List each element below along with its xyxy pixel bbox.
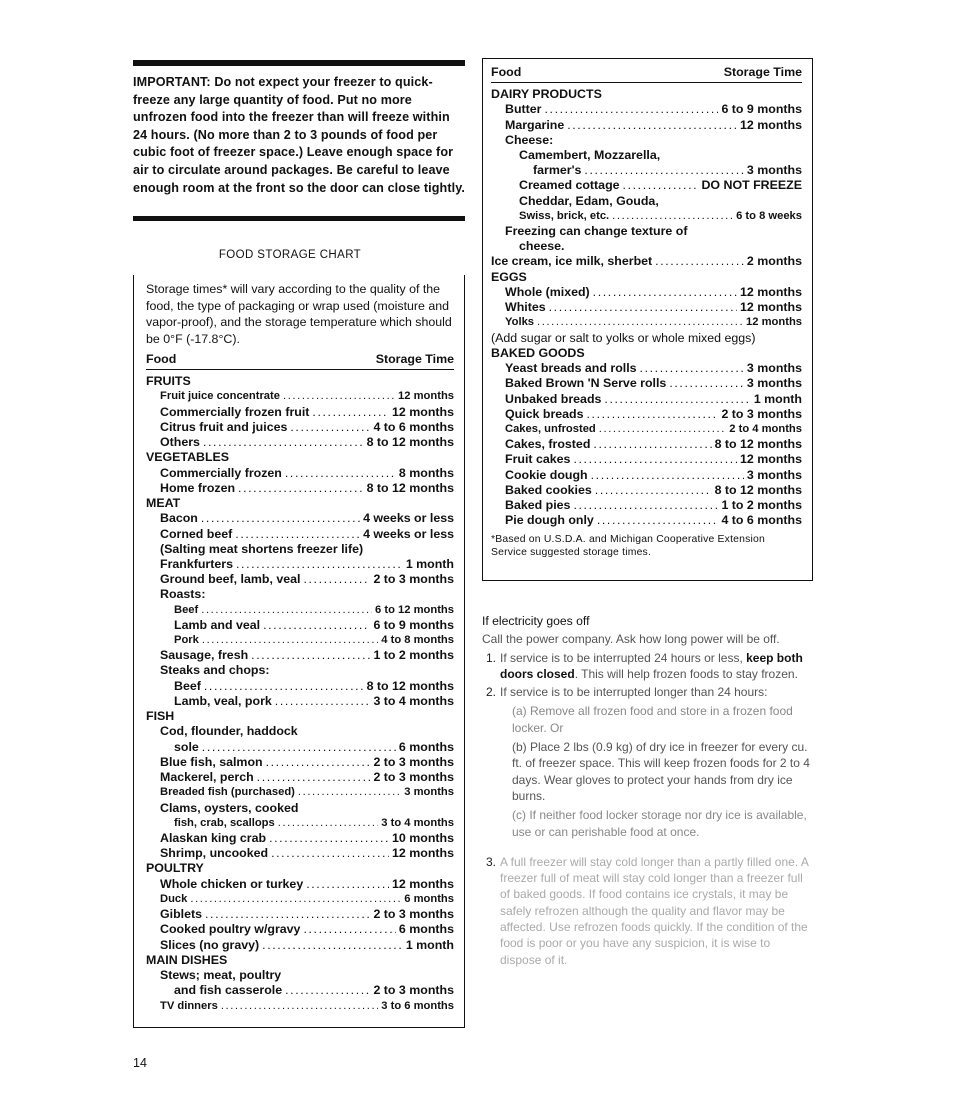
storage-time: 3 months — [746, 163, 802, 178]
dot-leader — [623, 178, 699, 193]
storage-time: 12 months — [392, 404, 454, 419]
food-subheading: Cheese: — [505, 132, 554, 147]
food-row — [491, 513, 802, 528]
dot-leader — [612, 209, 733, 224]
dot-leader — [584, 163, 744, 178]
section-title: EGGS — [491, 269, 527, 284]
food-row — [146, 770, 454, 785]
storage-time: 8 months — [398, 465, 454, 480]
food-subheading: Steaks and chops: — [160, 663, 270, 678]
food-row — [146, 694, 454, 709]
food-name: Margarine — [505, 117, 565, 132]
electricity-item-1 — [482, 650, 813, 683]
section-title: BAKED GOODS — [491, 345, 585, 360]
right-food-list — [491, 87, 802, 529]
dot-leader — [303, 922, 395, 937]
food-row — [146, 679, 454, 694]
food-name: and fish casserole — [174, 983, 283, 998]
dot-leader — [221, 999, 378, 1014]
food-name: Slices (no gravy) — [160, 937, 260, 952]
section-title: FISH — [146, 709, 175, 724]
food-name: Swiss, brick, etc. — [519, 209, 610, 222]
dot-leader — [298, 785, 401, 800]
food-name: Unbaked breads — [505, 391, 602, 406]
storage-time: 6 months — [404, 892, 454, 905]
food-row — [146, 907, 454, 922]
food-name: Yolks — [505, 316, 535, 329]
storage-time: 3 to 6 months — [381, 999, 454, 1012]
storage-time: 2 to 3 months — [373, 983, 454, 998]
section-title: MAIN DISHES — [146, 952, 228, 967]
storage-time: 2 months — [746, 254, 802, 269]
dot-leader — [595, 483, 712, 498]
header-time: Storage Time — [723, 65, 802, 79]
food-name: Quick breads — [505, 406, 584, 421]
storage-time: 4 to 6 months — [373, 419, 454, 434]
food-name: fish, crab, scallops — [174, 816, 275, 829]
dot-leader — [285, 466, 396, 481]
food-row — [491, 361, 802, 376]
food-row — [146, 999, 454, 1014]
food-name: Beef — [174, 678, 201, 693]
important-notice: IMPORTANT: Do not expect your freezer to quick-freeze any large quantity of food. Put no more unfrozen food into the freezer than will freeze within 24 hours. (No more than 2 to 3 pounds of food per cubic foot of freezer space.) Leave enough space for air to circulate around packages. Be careful to leave enough room at the front so the door can close tightly. — [133, 75, 466, 195]
food-row — [146, 572, 454, 587]
dot-leader — [201, 603, 372, 618]
dot-leader — [285, 983, 370, 998]
food-name: Pie dough only — [505, 513, 594, 528]
food-name: Ground beef, lamb, veal — [160, 572, 301, 587]
dot-leader — [283, 389, 395, 404]
food-row — [146, 740, 454, 755]
storage-time: 8 to 12 months — [366, 435, 454, 450]
storage-time: 8 to 12 months — [714, 437, 802, 452]
food-name: Yeast breads and rolls — [505, 361, 637, 376]
dot-leader — [190, 892, 401, 907]
storage-time: 8 to 12 months — [366, 480, 454, 495]
storage-time: 4 to 6 months — [721, 513, 802, 528]
storage-time: 2 to 3 months — [373, 572, 454, 587]
storage-time: 12 months — [398, 390, 454, 403]
food-row — [491, 315, 802, 330]
food-name: Citrus fruit and juices — [160, 419, 288, 434]
food-name: Whole chicken or turkey — [160, 876, 304, 891]
dot-leader — [201, 511, 360, 526]
dot-leader — [204, 679, 364, 694]
food-row — [491, 163, 802, 178]
storage-time: 3 to 4 months — [373, 693, 454, 708]
storage-time: 4 weeks or less — [363, 511, 454, 526]
food-row — [146, 618, 454, 633]
food-row — [146, 389, 454, 404]
storage-time: 6 to 8 weeks — [736, 209, 802, 222]
dot-leader — [655, 254, 744, 269]
dot-leader — [573, 498, 718, 513]
food-name: Baked pies — [505, 498, 571, 513]
electricity-item-2 — [482, 684, 813, 700]
food-row — [491, 392, 802, 407]
dot-leader — [202, 740, 396, 755]
storage-time: 4 to 8 months — [381, 634, 454, 647]
chart-header-right — [491, 65, 802, 83]
storage-time: 1 to 2 months — [373, 648, 454, 663]
food-name: Duck — [160, 892, 188, 905]
electricity-intro: Call the power company. Ask how long power will be off. — [482, 632, 780, 647]
food-name: Lamb, veal, pork — [174, 693, 272, 708]
dot-leader — [205, 907, 370, 922]
dot-leader — [669, 376, 744, 391]
storage-time: 3 to 4 months — [381, 816, 454, 829]
food-name: Cakes, unfrosted — [505, 423, 596, 436]
food-row — [491, 468, 802, 483]
item1-text-bold: keep both doors closed — [500, 650, 803, 681]
food-row — [146, 648, 454, 663]
food-row — [146, 435, 454, 450]
dot-leader — [587, 407, 719, 422]
food-name: Cakes, frosted — [505, 437, 591, 452]
dot-leader — [203, 435, 364, 450]
food-row — [491, 254, 802, 269]
food-row — [146, 603, 454, 618]
food-row — [146, 527, 454, 542]
header-food: Food — [491, 65, 522, 79]
food-row — [146, 420, 454, 435]
food-row — [146, 511, 454, 526]
storage-time: 12 months — [740, 300, 802, 315]
storage-time: 12 months — [740, 117, 802, 132]
food-row — [146, 983, 454, 998]
food-name: Sausage, fresh — [160, 648, 249, 663]
food-row — [491, 118, 802, 133]
food-row — [491, 437, 802, 452]
section-title: POULTRY — [146, 861, 204, 876]
storage-time: 12 months — [392, 846, 454, 861]
food-subheading: Clams, oysters, cooked — [160, 800, 299, 815]
food-subheading: Cod, flounder, haddock — [160, 724, 298, 739]
storage-time: 1 month — [753, 391, 802, 406]
food-row — [491, 102, 802, 117]
food-row — [146, 922, 454, 937]
food-name: Fruit juice concentrate — [160, 390, 280, 403]
food-note: (Add sugar or salt to yolks or whole mixed eggs) — [491, 330, 756, 345]
dot-leader — [262, 938, 403, 953]
item1-text-post: . This will help frozen foods to stay frozen. — [574, 666, 798, 681]
chart-title: FOOD STORAGE CHART — [218, 249, 362, 261]
dot-leader — [544, 102, 718, 117]
storage-time: 4 weeks or less — [363, 526, 454, 541]
storage-time: 10 months — [392, 830, 454, 845]
storage-time: 12 months — [740, 285, 802, 300]
dot-leader — [269, 831, 389, 846]
left-food-list — [146, 374, 454, 1014]
food-name: Baked Brown 'N Serve rolls — [505, 376, 667, 391]
dot-leader — [238, 481, 364, 496]
food-subheading: Freezing can change texture of — [505, 224, 688, 239]
storage-time: 1 month — [405, 937, 454, 952]
storage-chart-right — [482, 58, 813, 581]
chart-intro: Storage times* will vary according to the quality of the food, the type of packaging or wrap used (moisture and vapor-proof), and the storage temperature which should be 0°F (-17.8°C). — [146, 282, 452, 346]
food-subheading: cheese. — [519, 239, 565, 254]
storage-time: 1 month — [405, 557, 454, 572]
storage-chart-left — [133, 275, 465, 1028]
electricity-section — [482, 613, 813, 968]
food-name: Fruit cakes — [505, 452, 571, 467]
food-row — [146, 877, 454, 892]
dot-leader — [303, 572, 370, 587]
food-subheading: Camembert, Mozzarella, — [519, 148, 661, 163]
food-name: Bacon — [160, 511, 198, 526]
storage-time: 6 months — [398, 922, 454, 937]
food-name: Mackerel, perch — [160, 770, 254, 785]
storage-time: 2 to 3 months — [721, 406, 802, 421]
section-title: VEGETABLES — [146, 450, 230, 465]
storage-time: 6 months — [398, 739, 454, 754]
dot-leader — [236, 557, 403, 572]
section-rule — [133, 216, 465, 221]
storage-time: DO NOT FREEZE — [701, 178, 802, 193]
dot-leader — [290, 420, 370, 435]
food-row — [491, 422, 802, 437]
dot-leader — [567, 118, 737, 133]
electricity-heading: If electricity goes off — [482, 614, 590, 628]
food-row — [491, 407, 802, 422]
food-subheading: Roasts: — [160, 587, 206, 602]
item3-text: A full freezer will stay cold longer than a partly filled one. A freezer full of meat will stay cold longer than a freezer full of baked goods. If food contains ice crystals, it may be safely refrozen although the quality and flavor may be affected. Use refrozen foods quickly. If the condition of the food is poor or you have any suspicion, it is wise to dispose of it. — [500, 854, 809, 967]
chart-header — [146, 352, 454, 370]
dot-leader — [549, 300, 737, 315]
storage-time: 1 to 2 months — [721, 498, 802, 513]
food-row — [491, 178, 802, 193]
food-name: Whole (mixed) — [505, 285, 590, 300]
storage-time: 12 months — [740, 452, 802, 467]
header-time: Storage Time — [375, 352, 454, 366]
dot-leader — [271, 846, 389, 861]
food-row — [491, 376, 802, 391]
food-row — [146, 831, 454, 846]
dot-leader — [278, 816, 379, 831]
page-number: 14 — [133, 1056, 147, 1070]
food-row — [146, 633, 454, 648]
item2-option-c: (c) If neither food locker storage nor dry ice is available, use or can perishable food at once. — [512, 808, 807, 839]
food-row — [146, 466, 454, 481]
footnote: *Based on U.S.D.A. and Michigan Cooperative Extension Service suggested storage times. — [491, 533, 765, 558]
electricity-item-3 — [482, 854, 813, 968]
item-number: 3. — [486, 854, 497, 869]
storage-time: 2 to 3 months — [373, 754, 454, 769]
food-row — [491, 483, 802, 498]
food-row — [146, 481, 454, 496]
food-name: Breaded fish (purchased) — [160, 786, 295, 799]
food-name: Frankfurters — [160, 557, 233, 572]
storage-time: 2 to 3 months — [373, 770, 454, 785]
section-title: DAIRY PRODUCTS — [491, 87, 602, 101]
dot-leader — [306, 877, 389, 892]
food-subheading: (Salting meat shortens freezer life) — [160, 541, 364, 556]
food-name: Baked cookies — [505, 482, 592, 497]
food-row — [146, 405, 454, 420]
storage-time: 2 to 3 months — [373, 907, 454, 922]
dot-leader — [251, 648, 370, 663]
food-name: Cookie dough — [505, 467, 588, 482]
food-name: Others — [160, 435, 200, 450]
storage-time: 3 months — [404, 786, 454, 799]
dot-leader — [593, 285, 737, 300]
food-row — [491, 285, 802, 300]
storage-time: 3 months — [746, 361, 802, 376]
storage-time: 8 to 12 months — [366, 678, 454, 693]
food-row — [146, 892, 454, 907]
storage-time: 2 to 4 months — [729, 423, 802, 436]
dot-leader — [593, 437, 711, 452]
storage-time: 6 to 9 months — [373, 617, 454, 632]
storage-time: 12 months — [392, 876, 454, 891]
dot-leader — [263, 618, 370, 633]
food-name: farmer's — [533, 163, 582, 178]
food-name: Commercially frozen fruit — [160, 404, 310, 419]
food-name: Cooked poultry w/gravy — [160, 922, 301, 937]
food-name: Ice cream, ice milk, sherbet — [491, 254, 653, 269]
food-row — [146, 785, 454, 800]
food-name: Alaskan king crab — [160, 830, 267, 845]
food-name: Butter — [505, 102, 542, 117]
food-name: Beef — [174, 603, 199, 616]
food-row — [491, 452, 802, 467]
dot-leader — [312, 405, 389, 420]
dot-leader — [537, 315, 743, 330]
dot-leader — [266, 755, 371, 770]
storage-time: 8 to 12 months — [714, 482, 802, 497]
dot-leader — [597, 513, 719, 528]
food-name: sole — [174, 739, 199, 754]
food-row — [491, 498, 802, 513]
food-name: Commercially frozen — [160, 465, 282, 480]
item-number: 2. — [486, 685, 497, 700]
storage-time: 3 months — [746, 467, 802, 482]
dot-leader — [604, 392, 750, 407]
food-subheading: Cheddar, Edam, Gouda, — [519, 193, 659, 208]
storage-time: 3 months — [746, 376, 802, 391]
food-name: Pork — [174, 634, 199, 647]
food-row — [146, 846, 454, 861]
item-number: 1. — [486, 650, 497, 665]
item2-text: If service is to be interrupted longer than 24 hours: — [500, 685, 768, 700]
food-row — [491, 300, 802, 315]
food-row — [491, 209, 802, 224]
dot-leader — [235, 527, 360, 542]
item2-option-b: (b) Place 2 lbs (0.9 kg) of dry ice in freezer for every cu. ft. of freezer space. This will keep frozen foods for 2 to 4 days. Wear gloves to protect your hands from dry ice burns. — [512, 740, 810, 803]
food-row — [146, 816, 454, 831]
food-name: Giblets — [160, 907, 202, 922]
dot-leader — [202, 633, 378, 648]
food-row — [146, 938, 454, 953]
header-food: Food — [146, 352, 177, 366]
item1-text-pre: If service is to be interrupted 24 hours or less, — [500, 650, 747, 665]
storage-time: 12 months — [746, 316, 802, 329]
food-name: Home frozen — [160, 480, 236, 495]
food-row — [146, 755, 454, 770]
dot-leader — [591, 468, 744, 483]
food-name: Creamed cottage — [519, 178, 620, 193]
top-rule — [133, 60, 465, 66]
storage-time: 6 to 12 months — [375, 603, 454, 616]
dot-leader — [640, 361, 744, 376]
item2-option-a: (a) Remove all frozen food and store in a frozen food locker. Or — [512, 704, 793, 735]
food-name: Blue fish, salmon — [160, 754, 263, 769]
dot-leader — [275, 694, 371, 709]
food-name: Corned beef — [160, 526, 233, 541]
dot-leader — [599, 422, 726, 437]
food-name: Lamb and veal — [174, 617, 261, 632]
food-row — [146, 557, 454, 572]
section-title: FRUITS — [146, 374, 191, 388]
food-name: TV dinners — [160, 999, 218, 1012]
food-name: Whites — [505, 300, 546, 315]
section-title: MEAT — [146, 496, 181, 511]
dot-leader — [573, 452, 737, 467]
storage-time: 6 to 9 months — [721, 102, 802, 117]
food-name: Shrimp, uncooked — [160, 846, 269, 861]
food-subheading: Stews; meat, poultry — [160, 968, 282, 983]
dot-leader — [257, 770, 371, 785]
